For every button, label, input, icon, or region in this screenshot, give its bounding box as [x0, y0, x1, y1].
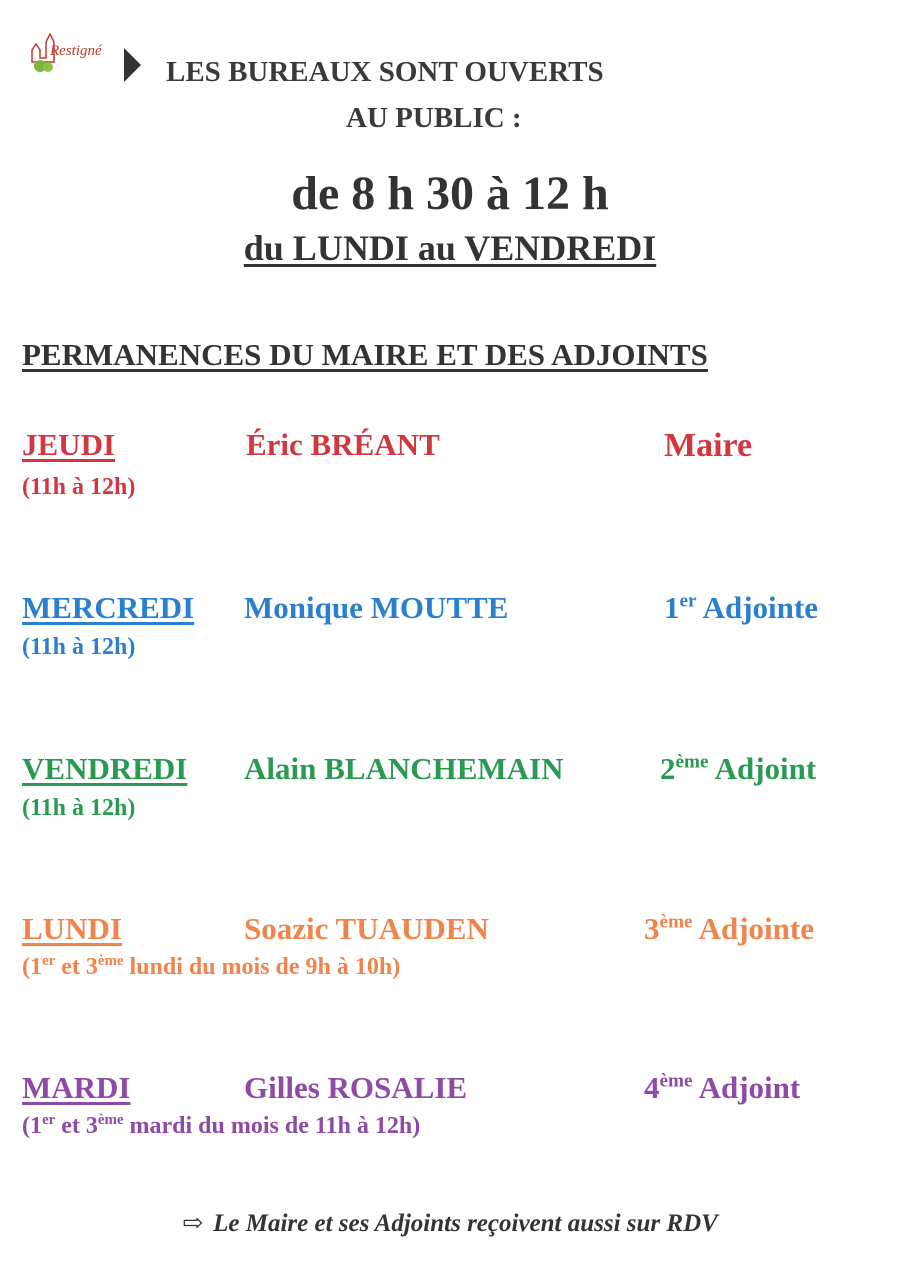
footer-text: Le Maire et ses Adjoints reçoivent aussi sur RDV: [213, 1210, 718, 1237]
role-adjointe-1: 1er Adjointe: [664, 590, 818, 625]
opening-hours: de 8 h 30 à 12 h: [291, 167, 609, 220]
hours-lundi: (1er et 3ème lundi du mois de 9h à 10h): [22, 953, 401, 980]
opening-days: du LUNDI au VENDREDI: [243, 228, 657, 268]
arrow-right-icon: ⇨: [182, 1210, 204, 1237]
hours-mercredi: (11h à 12h): [22, 634, 136, 660]
role-adjointe-3: 3ème Adjointe: [644, 911, 814, 946]
role-adjoint-4: 4ème Adjoint: [644, 1070, 801, 1105]
role-adjoint-2: 2ème Adjoint: [660, 751, 817, 786]
footer-note: [0, 1208, 900, 1238]
day-mardi: MARDI: [22, 1070, 131, 1105]
name-adjoint-4: Gilles ROSALIE: [244, 1070, 468, 1105]
day-mercredi: MERCREDI: [22, 590, 195, 625]
day-vendredi: VENDREDI: [22, 751, 188, 786]
day-lundi: LUNDI: [22, 911, 122, 946]
pointer-triangle-icon: [124, 48, 141, 82]
hours-mardi: (1er et 3ème mardi du mois de 11h à 12h): [22, 1112, 421, 1139]
name-adjointe-1: Monique MOUTTE: [244, 590, 509, 625]
day-jeudi: JEUDI: [22, 427, 116, 462]
hours-jeudi: (11h à 12h): [22, 474, 136, 500]
name-maire: Éric BRÉANT: [246, 427, 440, 462]
logo-text: Restigné: [50, 43, 102, 59]
name-adjoint-2: Alain BLANCHEMAIN: [244, 751, 564, 786]
name-adjointe-3: Soazic TUAUDEN: [244, 911, 489, 946]
hours-vendredi: (11h à 12h): [22, 795, 136, 821]
header-line-2: AU PUBLIC :: [346, 102, 522, 134]
section-title: PERMANENCES DU MAIRE ET DES ADJOINTS: [22, 337, 708, 372]
restigne-logo: [26, 28, 110, 80]
header-line-1: LES BUREAUX SONT OUVERTS: [166, 56, 604, 88]
role-maire: Maire: [664, 427, 753, 464]
